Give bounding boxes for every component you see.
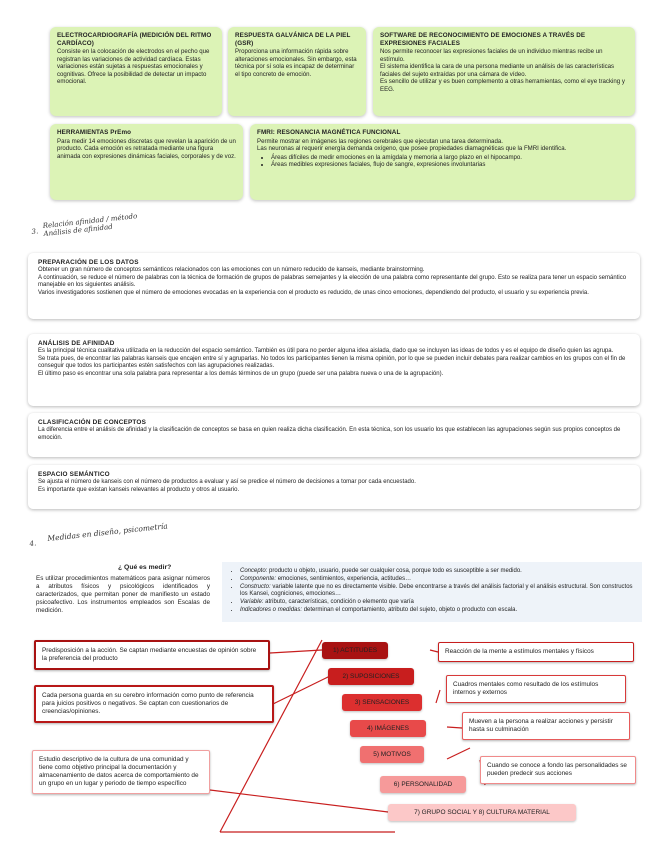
note-suposiciones: Cada persona guarda en su cerebro información como punto de referencia para juicios positivos o negativos. Se captan con cuestionarios de creencias/opiniones. <box>34 685 274 723</box>
card-text: Obtener un gran número de conceptos semánticos relacionados con las emociones con un número reducido de kanseis, mediante brainstorming. <box>38 267 425 273</box>
card-text: La diferencia entre el análisis de afinidad y la clasificación de conceptos se basa en quien realiza dicha clasificación. En esta técnica, son los usuario los que establecen las agrupaciones según sus propios conceptos de emoción. <box>38 427 621 441</box>
definition-item: • Concepto: producto u objeto, usuario, puede ser cualquier cosa, porque todo es susceptible a ser medido. <box>240 568 636 576</box>
pyramid-level-1: 1) ACTITUDES <box>322 642 388 659</box>
question-text: Es utilizar procedimientos matemáticos para asignar números a atributos físicos y psicológicos identificados y caracterizados, que permitan poner de manifiesto un estado psicoafectivo. Los instrumentos empleados son Escalas de medición. <box>36 575 210 614</box>
pyramid-level-6: 6) PERSONALIDAD <box>380 776 466 793</box>
card-text: Varios investigadores sostienen que el número de emociones evocadas en la experiencia con el producto es reducido, de unas cinco emociones, dependiendo del producto, el usuario y su experiencia previa. <box>38 289 589 296</box>
definition-item: • Componente: emociones, sentimientos, experiencia, actitudes… <box>240 576 636 584</box>
card-text: Es la principal técnica cualitativa utilizada en la reducción del espacio semántico. También es útil para no perder alguna idea aislada, dado que se incluyen las ideas de todos y es el equipo de diseño quien las agrupa. <box>38 348 614 354</box>
card-title: ESPACIO SEMÁNTICO <box>38 471 110 478</box>
card-text: Nos permite reconocer las expresiones faciales de un individuo mientras recibe un estímulo. <box>380 48 603 63</box>
card-title: SOFTWARE DE RECONOCIMIENTO DE EMOCIONES A TRAVÉS DE EXPRESIONES FACIALES <box>380 32 586 47</box>
card-title: PREPARACIÓN DE LOS DATOS <box>38 259 139 266</box>
question-title: ¿ Qué es medir? <box>118 564 172 571</box>
section-4-number: 4. <box>29 539 37 548</box>
note-motivos: Mueven a la persona a realizar acciones y persistir hasta su culminación <box>462 712 630 740</box>
card-title: CLASIFICACIÓN DE CONCEPTOS <box>38 419 147 426</box>
pyramid-level-4: 4) IMÁGENES <box>350 720 426 737</box>
card-title: FMRI: RESONANCIA MAGNÉTICA FUNCIONAL <box>257 129 401 136</box>
card-title: HERRAMIENTAS PrEmo <box>57 129 132 136</box>
pyramid-level-7: 7) GRUPO SOCIAL Y 8) CULTURA MATERIAL <box>388 804 576 821</box>
card-text: El sistema identifica la cara de una persona mediante un análisis de las características faciales del sujeto extraídas por una cámara de vídeo. <box>380 63 615 78</box>
card-text: El último paso es encontrar una sola palabra para representar a los demás términos de un grupo (puede ser una palabra nueva o una de la agrupación). <box>38 370 444 377</box>
note-actitudes: Predisposición a la acción. Se captan mediante encuestas de opinión sobre la preferencia del producto <box>34 640 270 670</box>
card-text: Se ajusta el número de kanseis con el número de productos a evaluar y así se predice el número de decisiones a tomar por cada encuestado. <box>38 479 416 485</box>
card-text: A continuación, se reduce el número de palabras con la técnica de formación de grupos de palabras semejantes y la elección de una palabra como representante del grupo. Esto se realiza para tener un espacio semántico manejable en los siguientes análisis. <box>38 274 627 288</box>
section-3-title: Relación afinidad / método Análisis de afinidad <box>42 212 138 238</box>
definition-item: • Indicadores o medidas: determinan el comportamiento, atributo del sujeto, objeto o producto con escala. <box>240 607 636 615</box>
pyramid-level-3: 3) SENSACIONES <box>342 694 422 711</box>
card-text: Consiste en la colocación de electrodos en el pecho que registran las variaciones de actividad cardíaca. Estas variaciones están sujetas a respuestas emocionales y cognitivas. Ofrece la posibilidad de detectar un impacto emocional. <box>57 48 210 86</box>
list-item: • Áreas difíciles de medir emociones en la amígdala y memoria a largo plazo en el hipocampo. <box>271 154 628 162</box>
section-4-title: Medidas en diseño, psicometría <box>47 521 169 543</box>
list-item: • Áreas medibles expresiones faciales, flujo de sangre, expresiones involuntarias <box>271 161 628 169</box>
card-text: Proporciona una información rápida sobre alteraciones emocionales. Sin embargo, esta técnica por sí sola es incapaz de determinar el tipo concreto de emoción. <box>235 48 357 78</box>
pyramid-level-5: 5) MOTIVOS <box>360 746 424 763</box>
card-text: Es sencillo de utilizar y es buen complemento a otras herramientas, como el eye tracking y EEG. <box>380 78 625 93</box>
card-title: RESPUESTA GALVÁNICA DE LA PIEL (GSR) <box>235 32 351 47</box>
definition-item: • Constructo: variable latente que no es directamente visible. Debe encontrarse a través del análisis factorial y el análisis estructural. Son constructos los Kansei, cogniciones, emociones… <box>240 584 636 600</box>
card-text: Permite mostrar en imágenes las regiones cerebrales que ejecutan una tarea determinada. <box>257 137 503 145</box>
section-3-number: 3. <box>31 227 39 236</box>
pyramid-level-2: 2) SUPOSICIONES <box>328 668 414 685</box>
note-imagenes: Cuadros mentales como resultado de los estímulos internos y externos <box>446 675 626 703</box>
note-personalidad: Cuando se conoce a fondo las personalidades se pueden predecir sus acciones <box>480 756 636 784</box>
card-text: Se trata pues, de encontrar las palabras kanseis que encajen entre sí y agruparlas. No todos los participantes tienen la misma opinión, por lo que se pueden incluir debates para realizar cambios en los grupos con el fin de conseguir que todos los participantes estén satisfechos con las agrupaciones realizadas. <box>38 355 626 369</box>
note-sensaciones: Reacción de la mente a estímulos mentales y físicos <box>438 642 634 662</box>
definition-item: • Variable: atributo, características, condición o elemento que varía <box>240 599 636 607</box>
card-text: Las neuronas al requerir energía demanda oxígeno, que posee propiedades diamagnéticas que la FMRI identifica. <box>257 145 567 153</box>
card-text: Es importante que existan kanseis relevantes al producto y otros al usuario. <box>38 486 240 493</box>
note-grupo-social: Estudio descriptivo de la cultura de una comunidad y tiene como objetivo principal la documentación y almacenamiento de datos acerca de comportamiento de un grupo en un lugar y periodo de tiempo específico <box>32 750 210 794</box>
card-title: ELECTROCARDIOGRAFÍA (MEDICIÓN DEL RITMO CARDÍACO) <box>57 32 212 47</box>
card-title: ANÁLISIS DE AFINIDAD <box>38 340 115 347</box>
card-text: Para medir 14 emociones discretas que revelan la aparición de un producto. Cada emoción es retratada mediante una figura animada con expresiones dinámicas faciales, corporales y de voz. <box>57 137 236 160</box>
